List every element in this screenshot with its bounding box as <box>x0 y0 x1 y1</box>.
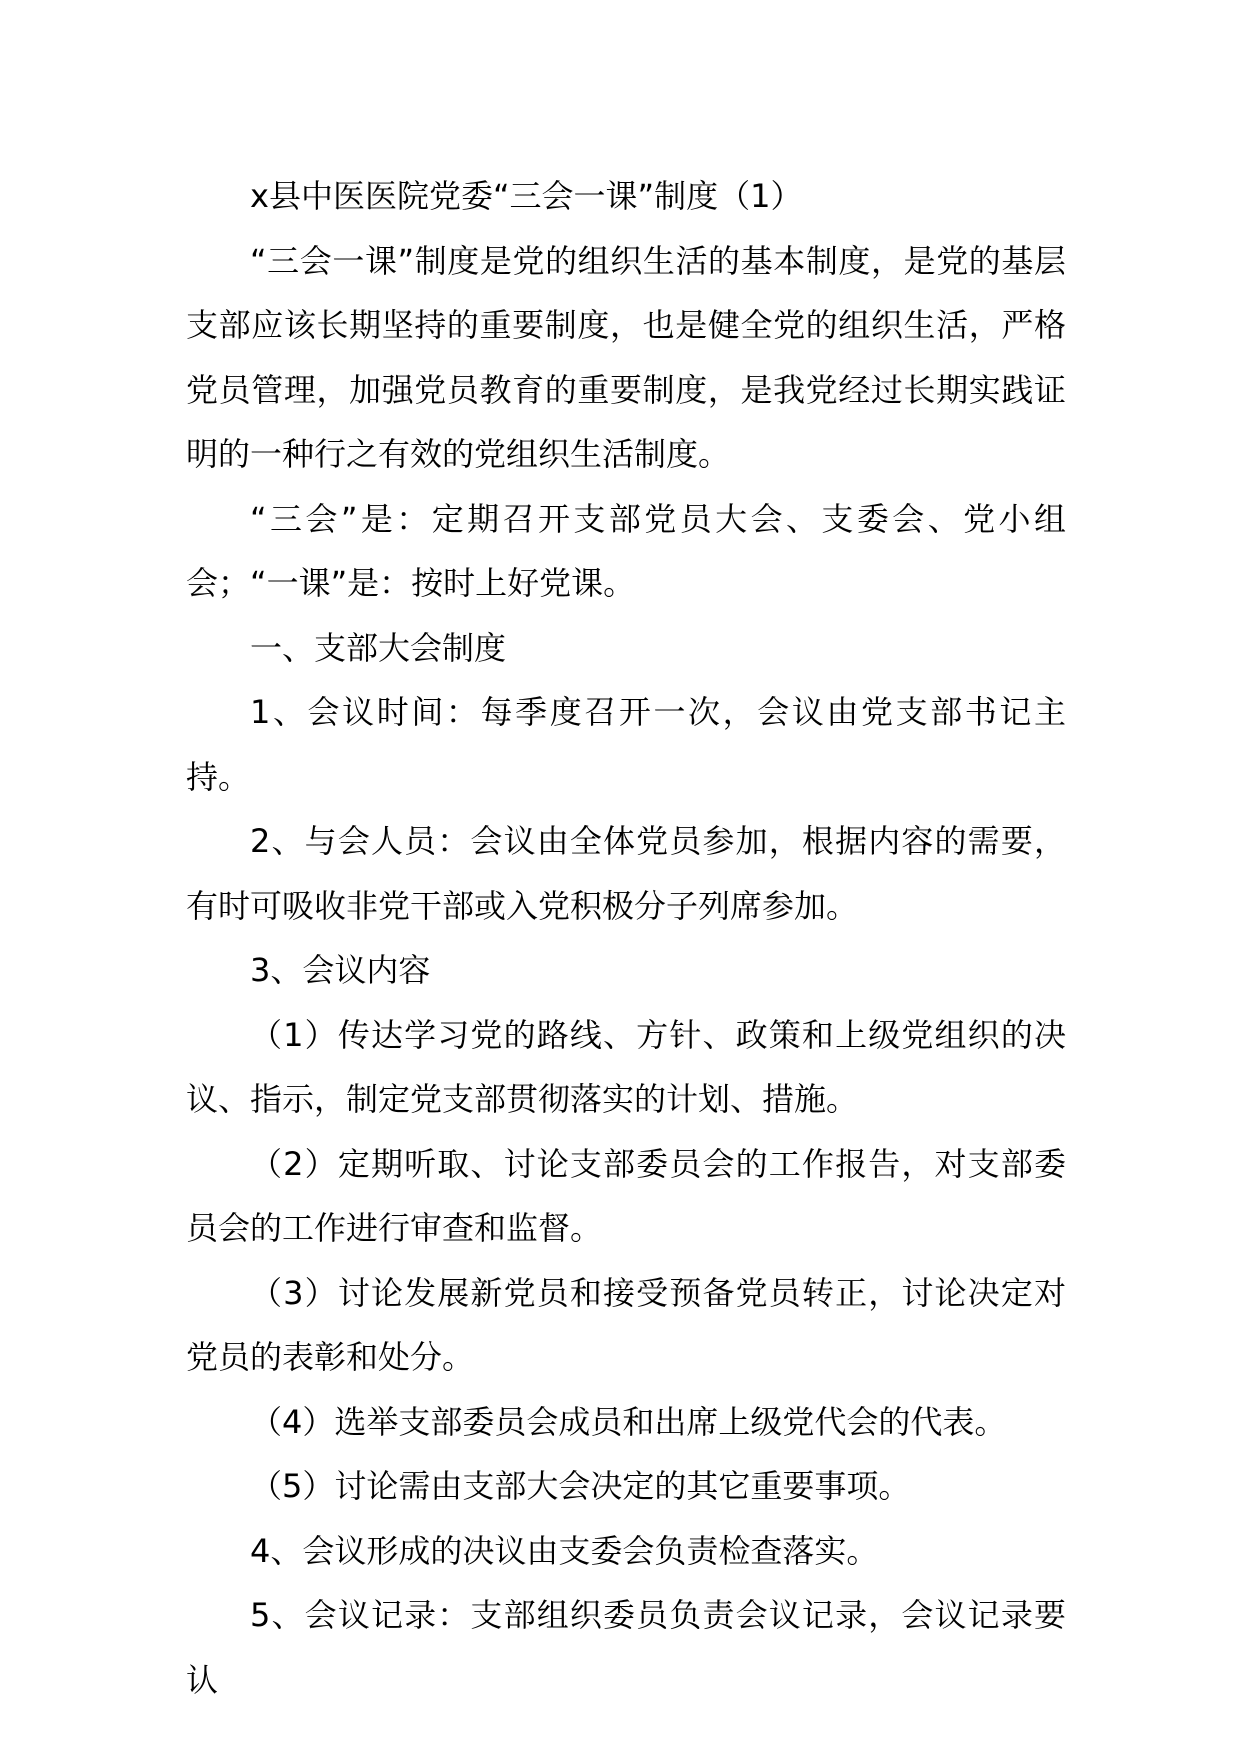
paragraph-content-item-3: （3）讨论发展新党员和接受预备党员转正，讨论决定对党员的表彰和处分。 <box>186 1273 1066 1376</box>
section-heading-branch-meeting: 一、支部大会制度 <box>250 628 507 667</box>
paragraph-content-item-2: （2）定期听取、讨论支部委员会的工作报告，对支部委员会的工作进行审查和监督。 <box>186 1144 1066 1247</box>
document-body <box>186 164 1066 1712</box>
paragraph-meeting-content-heading: 3、会议内容 <box>250 951 431 989</box>
paragraph-intro: “三会一课”制度是党的组织生活的基本制度，是党的基层支部应该长期坚持的重要制度，也是健全党的组织生活，严格党员管理，加强党员教育的重要制度，是我党经过长期实践证明的一种行之有效的党组织生活制度。 <box>186 241 1066 473</box>
paragraph-meeting-time: 1、会议时间：每季度召开一次，会议由党支部书记主持。 <box>186 693 1066 796</box>
paragraph-content-item-5: （5）讨论需由支部大会决定的其它重要事项。 <box>250 1467 911 1505</box>
paragraph-content-item-4: （4）选举支部委员会成员和出席上级党代会的代表。 <box>250 1402 1007 1441</box>
paragraph-content-item-1: （1）传达学习党的路线、方针、政策和上级党组织的决议、指示，制定党支部贯彻落实的计划、措施。 <box>186 1015 1066 1118</box>
paragraph-resolution-check: 4、会议形成的决议由支委会负责检查落实。 <box>250 1531 879 1570</box>
paragraph-three-meetings-definition: “三会”是：定期召开支部党员大会、支委会、党小组会；“一课”是：按时上好党课。 <box>186 499 1066 602</box>
paragraph-attendees: 2、与会人员：会议由全体党员参加，根据内容的需要，有时可吸收非党干部或入党积极分子列席参加。 <box>186 822 1066 925</box>
document-title: x县中医医院党委“三会一课”制度（1） <box>250 177 803 215</box>
paragraph-meeting-record: 5、会议记录：支部组织委员负责会议记录，会议记录要认 <box>186 1596 1066 1699</box>
